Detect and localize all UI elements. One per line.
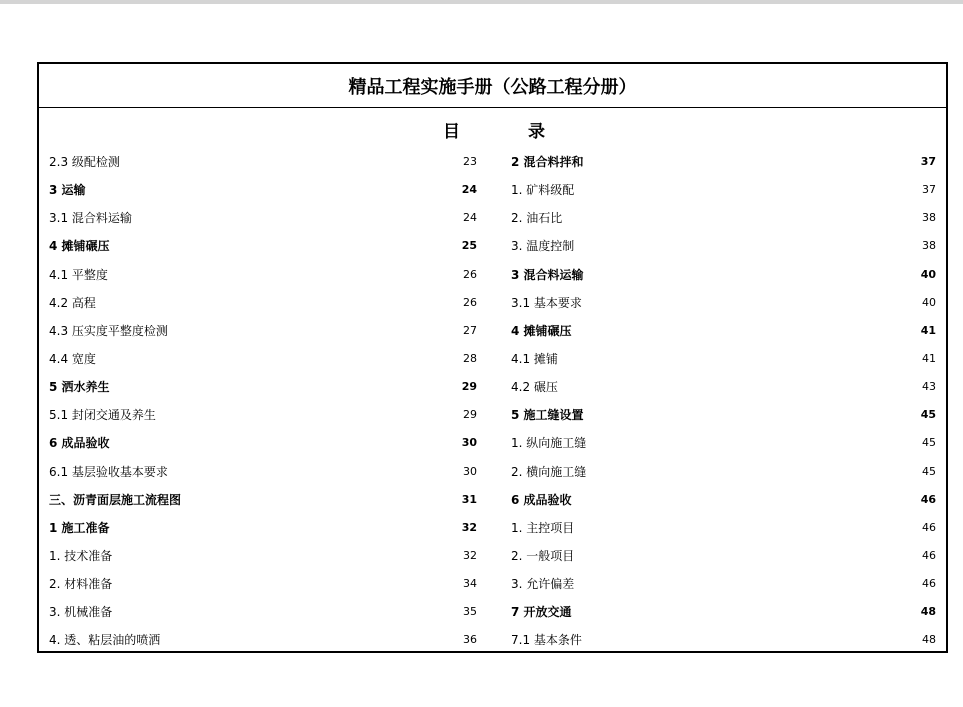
toc-entry-page: 43 <box>922 380 936 394</box>
toc-entry-label: 7 开放交通 <box>511 605 572 620</box>
toc-entry-label: 三、沥青面层施工流程图 <box>49 492 182 507</box>
toc-entry-page: 41 <box>922 351 936 365</box>
toc-entry-label: 3. 温度控制 <box>511 239 575 254</box>
toc-entry-page: 28 <box>463 351 477 365</box>
toc-entry-page: 45 <box>922 464 936 478</box>
toc-entry[interactable] <box>49 345 477 373</box>
toc-entry-page: 46 <box>922 577 936 591</box>
toc-entry-label: 4.1 摊铺 <box>511 351 558 366</box>
toc-entry[interactable] <box>49 373 477 401</box>
toc-entry-page: 25 <box>461 239 477 253</box>
toc-entry-label: 3. 机械准备 <box>49 605 113 620</box>
toc-entry-page: 36 <box>463 633 477 647</box>
toc-entry[interactable] <box>49 570 477 598</box>
toc-entry-label: 2. 油石比 <box>511 211 563 226</box>
toc-entry[interactable] <box>511 598 936 626</box>
toc-entry[interactable] <box>511 458 936 486</box>
toc-entry[interactable] <box>49 542 477 570</box>
toc-entry-page: 29 <box>463 408 477 422</box>
toc-entry-label: 3 混合料运输 <box>511 267 584 282</box>
toc-entry-page: 37 <box>920 155 936 168</box>
toc-entry[interactable] <box>511 542 936 570</box>
toc-entry-label: 3 运输 <box>49 183 86 198</box>
toc-entry-page: 41 <box>920 323 936 337</box>
toc-entry-label: 1. 矿料级配 <box>511 183 575 198</box>
toc-entry-page: 38 <box>922 239 936 253</box>
toc-entry-label: 4 摊铺碾压 <box>511 323 572 338</box>
toc-entry-page: 26 <box>463 267 477 281</box>
toc-entry[interactable] <box>511 570 936 598</box>
toc-entry-label: 7.1 基本条件 <box>511 633 582 648</box>
toc-entry[interactable] <box>49 598 477 626</box>
toc-entry-label: 5 洒水养生 <box>49 380 110 395</box>
toc-entry[interactable] <box>511 317 936 345</box>
toc-entry[interactable] <box>49 176 477 204</box>
toc-entry-label: 4.2 高程 <box>49 295 96 310</box>
document-page <box>37 62 948 653</box>
toc-entry[interactable] <box>49 514 477 542</box>
toc-entry-label: 3.1 混合料运输 <box>49 211 132 226</box>
toc-entry-page: 48 <box>922 633 936 647</box>
toc-left-column <box>49 148 477 655</box>
toc-entry-page: 40 <box>922 295 936 309</box>
toc-entry-page: 34 <box>463 577 477 591</box>
toc-entry-label: 5.1 封闭交通及养生 <box>49 408 156 423</box>
toc-entry[interactable] <box>511 486 936 514</box>
toc-entry-label: 4.3 压实度平整度检测 <box>49 323 168 338</box>
toc-entry-label: 3.1 基本要求 <box>511 295 582 310</box>
toc-entry-page: 37 <box>922 183 936 197</box>
toc-entry-page: 46 <box>922 548 936 562</box>
toc-entry-page: 46 <box>920 492 936 506</box>
top-border-line <box>0 0 963 4</box>
toc-entry-page: 46 <box>922 520 936 534</box>
toc-entry-label: 2. 材料准备 <box>49 577 113 592</box>
toc-entry-label: 2. 一般项目 <box>511 548 575 563</box>
toc-entry-page: 24 <box>463 211 477 225</box>
toc-entry[interactable] <box>511 514 936 542</box>
toc-heading <box>39 117 946 142</box>
toc-entry[interactable] <box>511 401 936 429</box>
toc-right-column <box>511 148 936 655</box>
toc-entry-page: 30 <box>463 464 477 478</box>
toc-entry-label: 4. 透、粘层油的喷洒 <box>49 633 161 648</box>
toc-entry[interactable] <box>511 373 936 401</box>
toc-entry-page: 48 <box>920 605 936 619</box>
toc-entry-page: 29 <box>461 380 477 394</box>
toc-entry[interactable] <box>511 204 936 232</box>
toc-entry[interactable] <box>511 261 936 289</box>
toc-entry[interactable] <box>511 626 936 654</box>
toc-entry-page: 23 <box>463 155 477 168</box>
toc-entry-label: 2. 横向施工缝 <box>511 464 587 479</box>
toc-entry-page: 26 <box>463 295 477 309</box>
toc-entry-page: 24 <box>461 183 477 197</box>
toc-entry-page: 40 <box>920 267 936 281</box>
toc-entry-page: 35 <box>463 605 477 619</box>
toc-entry-page: 45 <box>920 408 936 422</box>
toc-entry[interactable] <box>511 429 936 457</box>
toc-entry-page: 38 <box>922 211 936 225</box>
toc-entry[interactable] <box>49 626 477 654</box>
toc-entry-label: 6 成品验收 <box>49 436 110 451</box>
toc-entry[interactable] <box>511 345 936 373</box>
toc-entry-label: 1. 技术准备 <box>49 548 113 563</box>
toc-entry[interactable] <box>511 232 936 260</box>
toc-entry-label: 5 施工缝设置 <box>511 408 584 423</box>
toc-entry[interactable] <box>511 176 936 204</box>
toc-entry-page: 32 <box>463 548 477 562</box>
toc-entry-label: 4.1 平整度 <box>49 267 108 282</box>
toc-entry[interactable] <box>49 317 477 345</box>
toc-entry-label: 1 施工准备 <box>49 520 110 535</box>
toc-entry-label: 3. 允许偏差 <box>511 577 575 592</box>
toc-entry-label: 6.1 基层验收基本要求 <box>49 464 168 479</box>
toc-heading-left: 目 <box>443 122 460 142</box>
toc-entry-label: 1. 纵向施工缝 <box>511 436 587 451</box>
document-title: 精品工程实施手册（公路工程分册） <box>39 64 946 108</box>
toc-entry[interactable] <box>49 486 477 514</box>
toc-entry[interactable] <box>49 204 477 232</box>
toc-entry[interactable] <box>49 401 477 429</box>
toc-entry-label: 4.4 宽度 <box>49 351 96 366</box>
toc-entry-label: 2 混合料拌和 <box>511 155 584 169</box>
toc-entry[interactable] <box>49 429 477 457</box>
toc-entry[interactable] <box>511 289 936 317</box>
toc-entry-page: 27 <box>463 323 477 337</box>
toc-entry[interactable] <box>511 148 936 176</box>
toc-entry-label: 4.2 碾压 <box>511 380 558 395</box>
toc-entry-label: 1. 主控项目 <box>511 520 575 535</box>
toc-entry-page: 31 <box>461 492 477 506</box>
toc-entry[interactable] <box>49 232 477 260</box>
toc-entry[interactable] <box>49 148 477 176</box>
toc-entry-label: 2.3 级配检测 <box>49 155 120 169</box>
toc-entry-page: 30 <box>461 436 477 450</box>
toc-entry[interactable] <box>49 458 477 486</box>
toc-entry-label: 6 成品验收 <box>511 492 572 507</box>
toc-entry-page: 32 <box>461 520 477 534</box>
toc-entry[interactable] <box>49 261 477 289</box>
toc-heading-right: 录 <box>528 122 545 142</box>
toc-entry-page: 45 <box>922 436 936 450</box>
toc-entry-label: 4 摊铺碾压 <box>49 239 110 254</box>
toc-entry[interactable] <box>49 289 477 317</box>
